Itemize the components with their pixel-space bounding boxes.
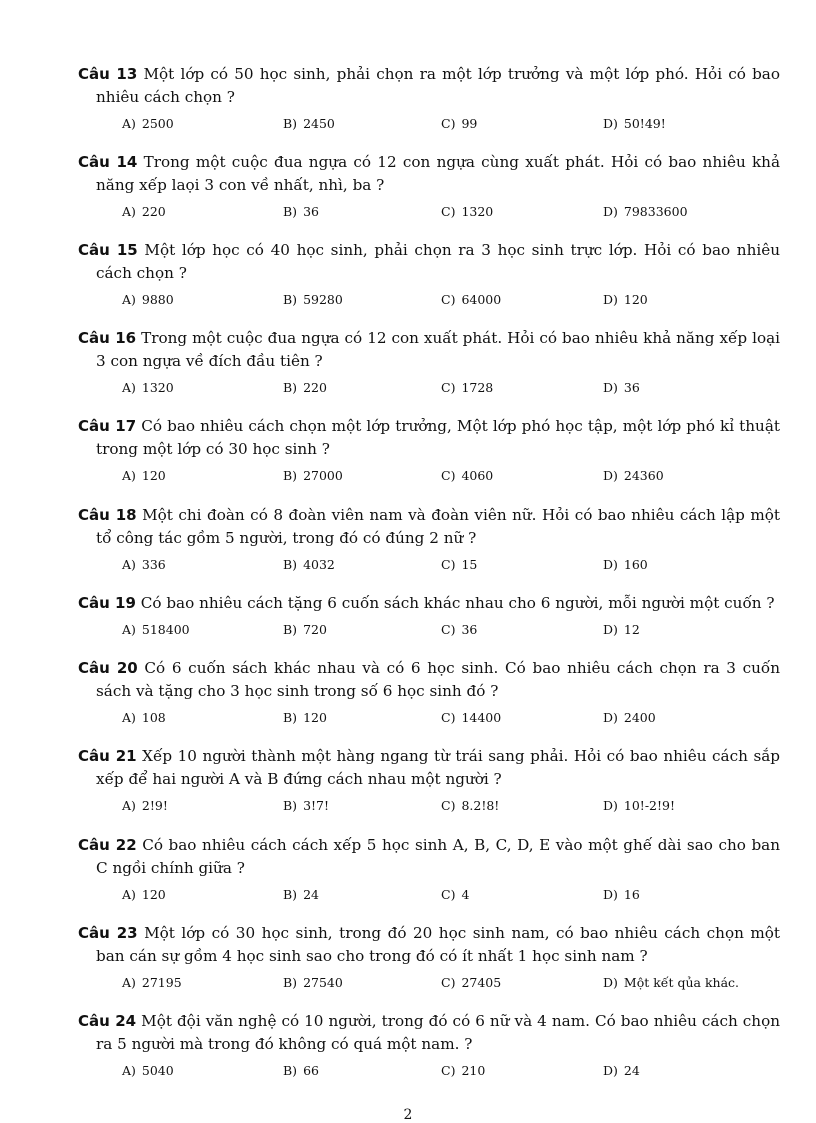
answer-letter: D) bbox=[603, 622, 618, 637]
question-text bbox=[78, 657, 780, 703]
answer-letter: A) bbox=[122, 975, 136, 990]
answer-letter: B) bbox=[283, 292, 298, 307]
answer-option bbox=[441, 292, 501, 307]
answer-letter: D) bbox=[603, 468, 618, 483]
answer-letter: B) bbox=[283, 557, 298, 572]
question-body: Một lớp có 30 học sinh, trong đó 20 học sinh nam, có bao nhiêu cách chọn một ban cán sự gồm 4 học sinh sao cho trong đó có ít nhất 1 học sinh nam ? bbox=[96, 924, 781, 965]
answer-value: 2450 bbox=[303, 116, 335, 131]
answer-value: 518400 bbox=[141, 622, 190, 637]
answer-letter: C) bbox=[441, 1063, 456, 1078]
answer-letter: A) bbox=[122, 1063, 136, 1078]
answer-value: 8.2!8! bbox=[461, 798, 500, 813]
answer-letter: C) bbox=[441, 622, 456, 637]
answer-options bbox=[78, 380, 780, 398]
answer-options bbox=[78, 204, 780, 222]
answer-letter: B) bbox=[283, 798, 298, 813]
question-body: Trong một cuộc đua ngựa có 12 con ngựa cùng xuất phát. Hỏi có bao nhiêu khả năng xếp laọi 3 con về nhất, nhì, ba ? bbox=[96, 153, 781, 194]
answer-value: 220 bbox=[303, 380, 327, 395]
question-label: Câu 24 bbox=[78, 1012, 137, 1030]
answer-value: 210 bbox=[461, 1063, 486, 1078]
answer-option bbox=[603, 292, 648, 307]
answer-letter: A) bbox=[122, 116, 136, 131]
answer-value: 2!9! bbox=[141, 798, 168, 813]
question-label: Câu 16 bbox=[78, 329, 137, 347]
answer-option bbox=[283, 1063, 319, 1078]
answer-option bbox=[122, 710, 166, 725]
question-text bbox=[78, 239, 780, 285]
question-label: Câu 14 bbox=[78, 153, 138, 171]
question-text bbox=[78, 415, 780, 461]
page-number: 2 bbox=[403, 1107, 413, 1123]
answer-letter: A) bbox=[122, 557, 136, 572]
answer-value: 4060 bbox=[461, 468, 494, 483]
answer-option bbox=[441, 710, 501, 725]
answer-value: 12 bbox=[623, 622, 640, 637]
answer-letter: D) bbox=[603, 557, 618, 572]
answer-option bbox=[283, 116, 335, 131]
answer-letter: B) bbox=[283, 622, 298, 637]
answer-value: 3!7! bbox=[303, 798, 330, 813]
answer-option bbox=[122, 798, 168, 813]
answer-letter: A) bbox=[122, 622, 136, 637]
answer-option bbox=[283, 204, 319, 219]
question-label: Câu 19 bbox=[78, 594, 136, 612]
answer-value: 4032 bbox=[303, 557, 335, 572]
answer-options bbox=[78, 292, 780, 310]
answer-letter: A) bbox=[122, 887, 136, 902]
answer-letter: B) bbox=[283, 468, 298, 483]
answer-value: 9880 bbox=[141, 292, 174, 307]
answer-option bbox=[122, 887, 166, 902]
answer-letter: C) bbox=[441, 798, 456, 813]
answer-letter: D) bbox=[603, 1063, 618, 1078]
answer-value: 79833600 bbox=[623, 204, 688, 219]
answer-letter: C) bbox=[441, 557, 456, 572]
answer-value: 108 bbox=[141, 710, 166, 725]
answer-option bbox=[603, 887, 640, 902]
answer-letter: C) bbox=[441, 204, 456, 219]
answer-option bbox=[441, 380, 493, 395]
answer-value: 36 bbox=[623, 380, 640, 395]
answer-value: 160 bbox=[623, 557, 648, 572]
answer-value: 66 bbox=[303, 1063, 319, 1078]
answer-letter: B) bbox=[283, 975, 298, 990]
answer-value: 4 bbox=[461, 887, 470, 902]
answer-option bbox=[441, 1063, 485, 1078]
answer-value: 336 bbox=[141, 557, 166, 572]
answer-options bbox=[78, 557, 780, 575]
answer-option bbox=[283, 975, 343, 990]
answer-value: 27195 bbox=[141, 975, 182, 990]
answer-value: 36 bbox=[303, 204, 319, 219]
answer-letter: A) bbox=[122, 380, 136, 395]
answer-value: 5040 bbox=[141, 1063, 174, 1078]
question-text bbox=[78, 922, 780, 968]
question-label: Câu 21 bbox=[78, 747, 137, 765]
answer-option bbox=[122, 622, 190, 637]
answer-letter: D) bbox=[603, 292, 618, 307]
answer-option bbox=[603, 116, 666, 131]
answer-option bbox=[283, 292, 343, 307]
answer-value: Một kết qủa khác. bbox=[623, 975, 740, 990]
answer-option bbox=[603, 1063, 640, 1078]
question-body: Trong một cuộc đua ngựa có 12 con xuất phát. Hỏi có bao nhiêu khả năng xếp loại 3 con ngựa về đích đầu tiên ? bbox=[96, 329, 781, 370]
question-text bbox=[78, 834, 780, 880]
answer-letter: D) bbox=[603, 798, 618, 813]
question-block bbox=[78, 239, 780, 310]
answer-option bbox=[122, 116, 174, 131]
answer-value: 15 bbox=[461, 557, 478, 572]
question-body: Có bao nhiêu cách tặng 6 cuốn sách khác nhau cho 6 người, mỗi người một cuốn ? bbox=[140, 594, 775, 612]
answer-letter: B) bbox=[283, 116, 298, 131]
answer-option bbox=[441, 975, 501, 990]
answer-letter: B) bbox=[283, 380, 298, 395]
answer-option bbox=[283, 557, 335, 572]
answer-value: 2500 bbox=[141, 116, 174, 131]
answer-letter: C) bbox=[441, 292, 456, 307]
answer-option bbox=[603, 204, 688, 219]
answer-letter: D) bbox=[603, 975, 618, 990]
answer-option bbox=[283, 887, 319, 902]
question-label: Câu 13 bbox=[78, 65, 138, 83]
answer-option bbox=[283, 380, 327, 395]
answer-option bbox=[441, 622, 477, 637]
answer-option bbox=[603, 798, 675, 813]
answer-option bbox=[122, 380, 174, 395]
answer-option bbox=[603, 975, 739, 990]
question-label: Câu 18 bbox=[78, 506, 137, 524]
question-text bbox=[78, 745, 780, 791]
answer-value: 99 bbox=[461, 116, 478, 131]
question-block bbox=[78, 415, 780, 486]
answer-value: 120 bbox=[141, 468, 166, 483]
answer-option bbox=[283, 798, 329, 813]
answer-letter: A) bbox=[122, 204, 136, 219]
answer-value: 59280 bbox=[303, 292, 343, 307]
question-label: Câu 20 bbox=[78, 659, 138, 677]
answer-letter: B) bbox=[283, 1063, 298, 1078]
answer-value: 16 bbox=[623, 887, 640, 902]
answer-letter: A) bbox=[122, 468, 136, 483]
answer-letter: B) bbox=[283, 710, 298, 725]
answer-letter: C) bbox=[441, 975, 456, 990]
answer-option bbox=[122, 204, 166, 219]
question-block bbox=[78, 151, 780, 222]
answer-options bbox=[78, 1063, 780, 1081]
question-block bbox=[78, 1010, 780, 1081]
answer-option bbox=[441, 798, 499, 813]
answer-letter: B) bbox=[283, 204, 298, 219]
answer-letter: B) bbox=[283, 887, 298, 902]
answer-options bbox=[78, 887, 780, 905]
question-block bbox=[78, 922, 780, 993]
answer-option bbox=[441, 116, 477, 131]
question-text bbox=[78, 1010, 780, 1056]
answer-letter: D) bbox=[603, 204, 618, 219]
answer-options bbox=[78, 710, 780, 728]
question-label: Câu 22 bbox=[78, 836, 137, 854]
question-block bbox=[78, 592, 780, 640]
question-label: Câu 17 bbox=[78, 417, 137, 435]
answer-letter: C) bbox=[441, 710, 456, 725]
answer-value: 220 bbox=[141, 204, 166, 219]
answer-value: 14400 bbox=[461, 710, 502, 725]
answer-letter: D) bbox=[603, 116, 618, 131]
answer-letter: C) bbox=[441, 887, 456, 902]
answer-options bbox=[78, 468, 780, 486]
question-body: Có 6 cuốn sách khác nhau và có 6 học sinh. Có bao nhiêu cách chọn ra 3 cuốn sách và tặng cho 3 học sinh trong số 6 học sinh đó ? bbox=[96, 659, 780, 700]
answer-option bbox=[122, 1063, 174, 1078]
question-block bbox=[78, 327, 780, 398]
answer-option bbox=[122, 557, 166, 572]
answer-option bbox=[122, 975, 182, 990]
answer-option bbox=[122, 468, 166, 483]
answer-value: 27000 bbox=[303, 468, 343, 483]
answer-option bbox=[441, 887, 469, 902]
answer-letter: A) bbox=[122, 710, 136, 725]
answer-value: 24 bbox=[303, 887, 319, 902]
answer-option bbox=[441, 557, 477, 572]
answer-options bbox=[78, 622, 780, 640]
answer-option bbox=[603, 380, 640, 395]
answer-option bbox=[441, 204, 493, 219]
answer-value: 36 bbox=[461, 622, 478, 637]
question-body: Một chi đoàn có 8 đoàn viên nam và đoàn viên nữ. Hỏi có bao nhiêu cách lập một tổ công tác gồm 5 người, trong đó có đúng 2 nữ ? bbox=[96, 506, 781, 547]
answer-option bbox=[603, 622, 640, 637]
answer-value: 27540 bbox=[303, 975, 343, 990]
answer-option bbox=[441, 468, 493, 483]
answer-value: 120 bbox=[303, 710, 327, 725]
question-body: Một lớp học có 40 học sinh, phải chọn ra 3 học sinh trực lớp. Hỏi có bao nhiêu cách chọn ? bbox=[96, 241, 780, 282]
question-block bbox=[78, 657, 780, 728]
answer-value: 1320 bbox=[461, 204, 494, 219]
question-text bbox=[78, 327, 780, 373]
answer-letter: D) bbox=[603, 887, 618, 902]
answer-option bbox=[283, 622, 327, 637]
question-block bbox=[78, 834, 780, 905]
answer-value: 50!49! bbox=[623, 116, 666, 131]
question-label: Câu 23 bbox=[78, 924, 138, 942]
question-text bbox=[78, 504, 780, 550]
question-body: Có bao nhiêu cách chọn một lớp trưởng, Một lớp phó học tập, một lớp phó kỉ thuật trong một lớp có 30 học sinh ? bbox=[96, 417, 780, 458]
answer-letter: D) bbox=[603, 710, 618, 725]
answer-letter: A) bbox=[122, 798, 136, 813]
answer-option bbox=[283, 468, 343, 483]
answer-letter: D) bbox=[603, 380, 618, 395]
answer-value: 2400 bbox=[623, 710, 656, 725]
answer-letter: C) bbox=[441, 380, 456, 395]
answer-value: 120 bbox=[623, 292, 648, 307]
question-label: Câu 15 bbox=[78, 241, 138, 259]
answer-option bbox=[122, 292, 174, 307]
answer-value: 1320 bbox=[141, 380, 174, 395]
answer-letter: A) bbox=[122, 292, 136, 307]
question-body: Có bao nhiêu cách cách xếp 5 học sinh A, B, C, D, E vào một ghế dài sao cho ban C ngồi chính giữa ? bbox=[96, 836, 780, 877]
answer-value: 64000 bbox=[461, 292, 502, 307]
question-block bbox=[78, 504, 780, 575]
answer-value: 24360 bbox=[623, 468, 664, 483]
answer-option bbox=[603, 468, 664, 483]
answer-letter: C) bbox=[441, 468, 456, 483]
answer-option bbox=[283, 710, 327, 725]
answer-letter: C) bbox=[441, 116, 456, 131]
answer-value: 24 bbox=[623, 1063, 640, 1078]
question-body: Một đội văn nghệ có 10 người, trong đó có 6 nữ và 4 nam. Có bao nhiêu cách chọn ra 5 người mà trong đó không có quá một nam. ? bbox=[96, 1012, 781, 1053]
answer-options bbox=[78, 798, 780, 816]
answer-value: 720 bbox=[303, 622, 327, 637]
answer-option bbox=[603, 557, 648, 572]
question-body: Một lớp có 50 học sinh, phải chọn ra một lớp trưởng và một lớp phó. Hỏi có bao nhiêu cách chọn ? bbox=[96, 65, 781, 106]
answer-option bbox=[603, 710, 656, 725]
answer-value: 120 bbox=[141, 887, 166, 902]
answer-options bbox=[78, 975, 780, 993]
question-body: Xếp 10 người thành một hàng ngang từ trái sang phải. Hỏi có bao nhiêu cách sắp xếp để hai người A và B đứng cách nhau một người ? bbox=[96, 747, 781, 788]
answer-value: 10!-2!9! bbox=[623, 798, 676, 813]
question-text bbox=[78, 592, 780, 615]
answer-value: 1728 bbox=[461, 380, 494, 395]
question-text bbox=[78, 63, 780, 109]
answer-value: 27405 bbox=[461, 975, 502, 990]
question-text bbox=[78, 151, 780, 197]
question-block bbox=[78, 63, 780, 134]
answer-options bbox=[78, 116, 780, 134]
question-block bbox=[78, 745, 780, 816]
